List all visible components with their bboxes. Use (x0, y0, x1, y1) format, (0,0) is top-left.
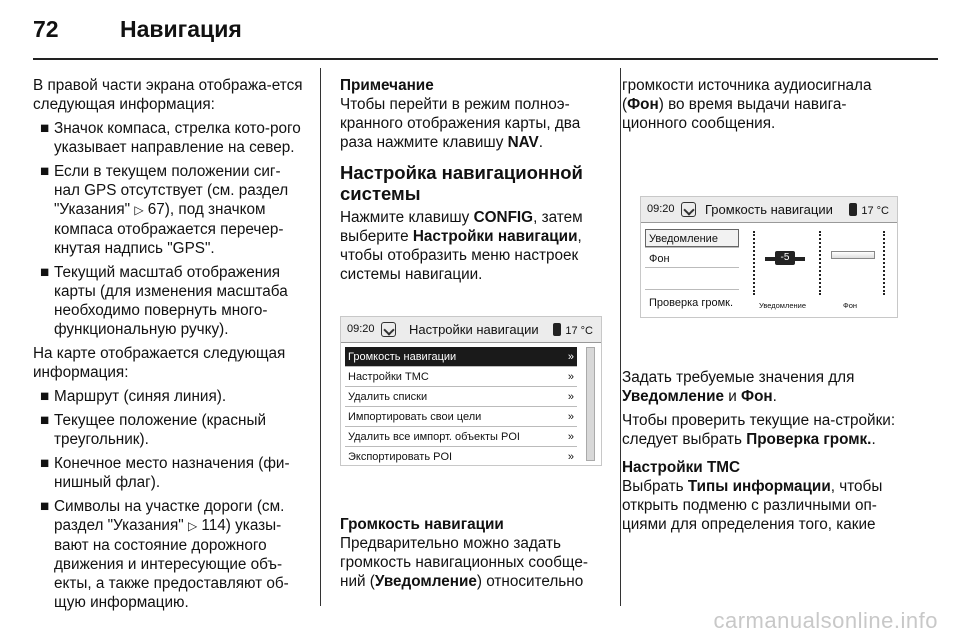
status-bar (641, 197, 897, 223)
bullet-destination: ■ Конечное место назначения (фи-нишный флаг). (40, 455, 290, 491)
notification-slider-value[interactable]: -5 (775, 251, 795, 265)
section-title: Настройка навигационной системы (340, 162, 583, 204)
column-2-lower (340, 515, 604, 596)
section-paragraph: Нажмите клавишу CONFIG, затем выберите Настройки навигации, чтобы отобразить меню настроек системы навигации. (340, 209, 583, 283)
column-3 (622, 76, 906, 138)
column-divider-1 (320, 68, 321, 606)
background-slider[interactable] (831, 251, 875, 259)
subsection-title: Громкость навигации (340, 516, 504, 533)
bullet-symbols: ■ Символы на участке дороги (см. раздел "Указания" ▷ 114) указы-вают на состояние дорожного движения и интересующие объ-екты, а также предоставляют об-щую информацию. (40, 498, 289, 611)
divider (645, 289, 739, 290)
divider (645, 267, 739, 268)
divider (645, 247, 739, 248)
bullet-position: ■ Текущее положение (красный треугольник). (40, 412, 266, 448)
nav-settings-screen (340, 316, 602, 466)
column-2 (340, 76, 604, 289)
chevron-right-icon: » (567, 431, 574, 443)
note-title: Примечание (340, 77, 434, 94)
screen-title: Настройки навигации (409, 322, 539, 337)
tmc-title: Настройки TMC (622, 459, 741, 476)
screen-title: Громкость навигации (705, 202, 833, 217)
scale-dots (883, 231, 885, 295)
bullet-gps: ■ Если в текущем положении сиг-нал GPS отсутствует (см. раздел "Указания" ▷ 67), под значком компаса отображается перечер-кнутая надпись "GPS". (40, 163, 289, 257)
page-header (33, 16, 938, 56)
label-background: Фон (843, 301, 858, 310)
thermometer-icon (553, 323, 561, 336)
menu-item-nav-volume[interactable]: Громкость навигации » (345, 347, 577, 367)
chevron-right-icon: » (567, 451, 574, 463)
compass-icon (381, 322, 396, 337)
chevron-right-icon: » (567, 411, 574, 423)
scale-dots (753, 231, 755, 295)
continued-paragraph: громкости источника аудиосигнала (Фон) во время выдачи навига-ционного сообщения. (622, 77, 872, 132)
page-number: 72 (33, 16, 59, 42)
set-values-paragraph: Задать требуемые значения для Уведомление и Фон. (622, 369, 855, 405)
page-ref-icon: ▷ (134, 203, 144, 217)
status-bar (341, 317, 601, 343)
check-paragraph: Чтобы проверить текущие на-стройки: следует выбрать Проверка громк.. (622, 412, 896, 448)
chevron-right-icon: » (567, 351, 574, 363)
note-text: Чтобы перейти в режим полноэ-кранного отображения карты, два раза нажмите клавишу NAV. (340, 96, 581, 151)
thermometer-icon (849, 203, 857, 216)
column-3-lower (622, 368, 906, 539)
intro2-paragraph: На карте отображается следующая информация: (33, 345, 286, 381)
menu-item-delete-poi[interactable]: Удалить все импорт. объекты POI » (345, 427, 577, 447)
temperature: 17 °C (553, 323, 593, 337)
column-divider-2 (620, 68, 621, 606)
menu-item-export-poi[interactable]: Экспортировать POI » (345, 447, 577, 467)
column-1 (33, 76, 303, 617)
side-item-volume-check[interactable]: Проверка громк. (649, 297, 734, 309)
scale-dots (819, 231, 821, 295)
side-item-background[interactable]: Фон (649, 253, 670, 265)
chevron-right-icon: » (567, 391, 574, 403)
tmc-paragraph: Выбрать Типы информации, чтобы открыть подменю с различными оп-циями для определения того, какие (622, 478, 883, 533)
compass-icon (681, 202, 696, 217)
bullet-route: ■ Маршрут (синяя линия). (40, 388, 227, 405)
header-rule (33, 58, 938, 60)
page-title: Навигация (120, 16, 242, 42)
bullet-compass: ■ Значок компаса, стрелка кото-рого указывает направление на север. (40, 120, 301, 156)
page-ref-icon: ▷ (187, 519, 198, 533)
menu-item-delete-lists[interactable]: Удалить списки » (345, 387, 577, 407)
bullet-scale: ■ Текущий масштаб отображения карты (для изменения масштаба необходимо повернуть много-функциональную ручку). (40, 264, 288, 338)
menu-item-tmc[interactable]: Настройки TMC » (345, 367, 577, 387)
watermark: carmanualsonline.info (713, 608, 938, 633)
nav-volume-screen (640, 196, 898, 318)
chevron-right-icon: » (567, 371, 574, 383)
clock: 09:20 (347, 323, 375, 335)
subsection-paragraph: Предварительно можно задать громкость навигационных сообще-ний (Уведомление) относительно (340, 535, 588, 590)
label-notification: Уведомление (759, 301, 807, 310)
scrollbar[interactable] (586, 347, 595, 461)
side-item-notification[interactable]: Уведомление (645, 229, 739, 247)
clock: 09:20 (647, 203, 675, 215)
temperature: 17 °C (849, 203, 889, 217)
intro-paragraph: В правой части экрана отобража-ется следующая информация: (33, 77, 303, 113)
menu-item-import[interactable]: Импортировать свои цели » (345, 407, 577, 427)
